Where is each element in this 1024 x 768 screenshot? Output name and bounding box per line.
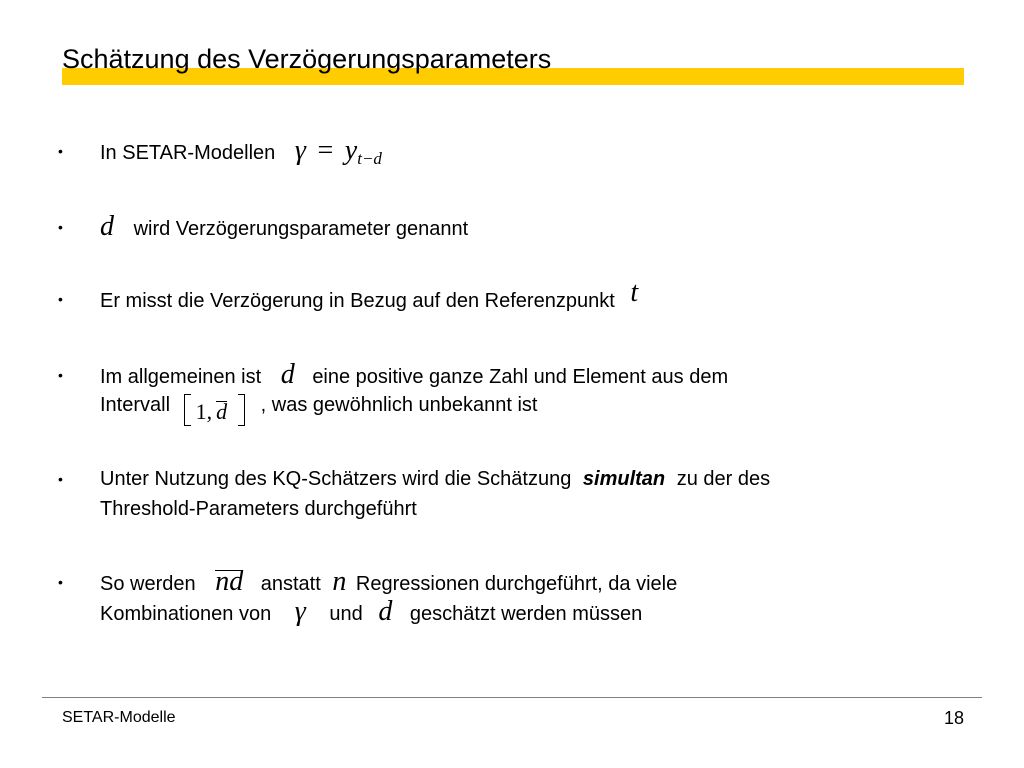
bullet-text: Er misst die Verzögerung in Bezug auf den Referenzpunkt	[100, 290, 615, 312]
interval-d-bar: d	[216, 399, 228, 424]
bullet-text: Im allgemeinen ist	[100, 366, 262, 388]
bullet-item-5	[58, 464, 970, 524]
slide-title: Schätzung des Verzögerungsparameters	[62, 44, 552, 74]
math-gamma: γ	[294, 596, 306, 627]
page-number: 18	[943, 708, 964, 728]
bullet-text: So werden	[100, 573, 196, 595]
math-gamma: γ	[294, 135, 306, 166]
math-y	[345, 136, 382, 174]
math-t: t	[630, 277, 639, 308]
bullet-item-3	[58, 277, 970, 314]
bullet-item-6	[58, 566, 970, 627]
bullet-text: , was gewöhnlich unbekannt ist	[260, 394, 538, 416]
footer-divider	[42, 697, 982, 698]
math-n: n	[332, 566, 347, 597]
bullet-text: wird Verzögerungsparameter genannt	[133, 218, 469, 240]
math-d: d	[280, 359, 295, 390]
math-d: d	[378, 596, 393, 627]
bullet-text: und	[329, 603, 363, 625]
math-y-subscript: t−d	[357, 149, 382, 168]
bullet-dot: •	[58, 219, 63, 235]
bullet-text: geschätzt werden müssen	[409, 603, 643, 625]
bullet-dot: •	[58, 574, 63, 590]
interval-right-bracket	[238, 394, 245, 426]
emphasis-text: simultan	[582, 468, 666, 490]
bullet-text: eine positive ganze Zahl und Element aus dem	[312, 366, 729, 388]
bullet-text: In SETAR-Modellen	[100, 142, 276, 164]
bullet-text: Regressionen durchgeführt, da viele	[355, 573, 678, 595]
bullet-item-2	[58, 211, 970, 242]
bullet-text: anstatt	[260, 573, 321, 595]
bullet-text: Kombinationen von	[100, 603, 272, 625]
math-y-base: y	[344, 135, 358, 166]
interval-left-bracket	[184, 394, 191, 426]
bullet-dot: •	[58, 143, 63, 159]
bullet-dot: •	[58, 367, 63, 383]
bullet-item-1	[58, 135, 970, 168]
bullet-text: Unter Nutzung des KQ-Schätzers wird die Schätzung	[100, 468, 572, 490]
bullet-text: zu der des	[676, 468, 771, 490]
footer-title: SETAR-Modelle	[62, 709, 176, 726]
bullet-dot: •	[58, 471, 63, 487]
bullet-text: Intervall	[100, 394, 171, 416]
math-interval	[184, 394, 246, 426]
bullet-text: Threshold-Parameters durchgeführt	[100, 498, 417, 520]
interval-one: 1,	[195, 399, 213, 424]
math-d: d	[100, 211, 114, 242]
math-nd-bar: nd	[215, 566, 244, 597]
math-equals: =	[317, 135, 334, 166]
bullet-dot: •	[58, 291, 63, 307]
bullet-item-4	[58, 359, 970, 424]
